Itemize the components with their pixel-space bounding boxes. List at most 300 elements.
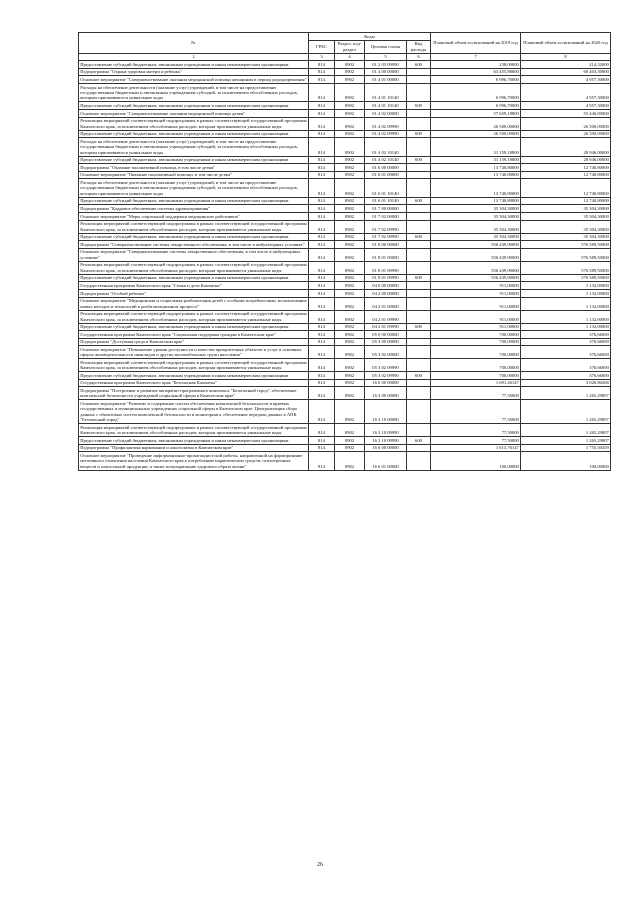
row-section: 0902 bbox=[335, 138, 365, 156]
row-article: 01 4 02 10140 bbox=[365, 138, 407, 156]
row-volume-2019: 700,00000 bbox=[431, 372, 521, 380]
table-row bbox=[79, 241, 611, 249]
row-expense-type bbox=[407, 289, 431, 297]
row-grbs: 814 bbox=[309, 274, 335, 282]
row-article: 16 3 10 09990 bbox=[365, 424, 407, 437]
row-name: Предоставление субсидий бюджетным, автономным учреждениям и иным некоммерческим организациям bbox=[79, 61, 309, 69]
header-grbs: ГРБС bbox=[309, 40, 335, 53]
row-volume-2019: 700,00000 bbox=[431, 346, 521, 359]
row-section: 0902 bbox=[335, 197, 365, 205]
row-article: 16 6 01 00000 bbox=[365, 452, 407, 470]
row-volume-2019: 238,00000 bbox=[431, 61, 521, 69]
table-row bbox=[79, 102, 611, 110]
row-name: Реализация мероприятий соответствующей подпрограммы в рамках соответствующей государственной программы Камчатского края, за исключением обособленных расходов, которым присваиваются уникальные коды bbox=[80, 118, 307, 129]
row-grbs: 814 bbox=[309, 102, 335, 110]
table-row bbox=[79, 156, 611, 164]
row-name: Реализация мероприятий соответствующей подпрограммы в рамках соответствующей государственной программы Камчатского края, за исключением обособленных расходов, которым присваиваются уникальные коды bbox=[80, 311, 307, 322]
row-article: 04 2 01 09990 bbox=[365, 310, 407, 323]
row-volume-2020: 576 589,50000 bbox=[521, 248, 611, 261]
row-volume-2019: 35 304,30000 bbox=[431, 212, 521, 220]
header-article: Целевая статья bbox=[365, 40, 407, 53]
row-section: 0902 bbox=[335, 346, 365, 359]
row-volume-2019: 6 996,70000 bbox=[431, 83, 521, 101]
row-expense-type: 600 bbox=[407, 437, 431, 445]
row-name: Основное мероприятие "Развитие и содержание систем обеспечения комплексной безопасности в краевых государственных и муниципальных учреждениях социальной сферы в Камчатском крае. Централизация сбора данных с объектовых систем комплексной безопасности и мониторинга, обеспечение передачи данных в АПК "Безопасный город" bbox=[79, 400, 309, 424]
budget-table bbox=[78, 32, 611, 471]
row-name: Расходы на обеспечение деятельности (оказание услуг) учреждений, в том числе на предоставление государственным бюджетным и автономным учреждениям субсидий, за исключением обособленных расходов, которым присваиваются уникальные коды bbox=[79, 83, 309, 101]
row-section: 0902 bbox=[335, 359, 365, 372]
table-row bbox=[79, 197, 611, 205]
row-expense-type bbox=[407, 400, 431, 424]
row-name: Подпрограмма "Доступная среда в Камчатском крае" bbox=[79, 338, 309, 346]
row-section: 0902 bbox=[335, 68, 365, 76]
row-expense-type bbox=[407, 379, 431, 387]
row-volume-2020: 35 304,30000 bbox=[521, 233, 611, 241]
table-row bbox=[79, 179, 611, 197]
row-section: 0902 bbox=[335, 444, 365, 452]
row-name: Предоставление субсидий бюджетным, автономным учреждениям и иным некоммерческим организациям bbox=[79, 323, 309, 331]
row-volume-2019: 35 304,30000 bbox=[431, 220, 521, 233]
row-article: 01 8 00 00000 bbox=[365, 241, 407, 249]
row-grbs: 814 bbox=[309, 241, 335, 249]
table-row bbox=[79, 117, 611, 130]
row-article: 01 6 01 00000 bbox=[365, 171, 407, 179]
row-name: Основное мероприятие "Совершенствование оказания медицинской помощи детям" bbox=[79, 109, 309, 117]
row-grbs: 814 bbox=[309, 289, 335, 297]
row-volume-2020: 26 500,00000 bbox=[521, 130, 611, 138]
row-volume-2019: 13 740,80000 bbox=[431, 197, 521, 205]
row-section: 0902 bbox=[335, 76, 365, 84]
row-grbs: 814 bbox=[309, 424, 335, 437]
row-volume-2019: 63 455,88600 bbox=[431, 68, 521, 76]
row-expense-type bbox=[407, 387, 431, 400]
table-body bbox=[79, 61, 611, 471]
row-section: 0902 bbox=[335, 437, 365, 445]
row-grbs: 814 bbox=[309, 220, 335, 233]
row-volume-2020: 576 589,50000 bbox=[521, 261, 611, 274]
row-article: 01 4 01 10140 bbox=[365, 83, 407, 101]
row-article: 16 3 10 00000 bbox=[365, 400, 407, 424]
row-expense-type bbox=[407, 171, 431, 179]
row-volume-2019: 556 439,90000 bbox=[431, 261, 521, 274]
row-name: Основное мероприятие "Меры социальной поддержки медицинских работников" bbox=[79, 212, 309, 220]
row-expense-type bbox=[407, 68, 431, 76]
row-expense-type bbox=[407, 241, 431, 249]
table-row bbox=[79, 444, 611, 452]
row-section: 0902 bbox=[335, 164, 365, 172]
row-name: Основное мероприятие "Проведение информационно-пропагандистской работы, направленной на формирование негативного отношения населения Камчатского края к потреблению наркотических средств, психотропных веществ и алкогольной продукции, а также популяризацию здорового образа жизни" bbox=[79, 452, 309, 470]
row-name: Подпрограмма "Совершенствование системы лекарственного обеспечения, в том числе в амбулаторных условиях" bbox=[79, 241, 309, 249]
row-grbs: 814 bbox=[309, 310, 335, 323]
row-grbs: 814 bbox=[309, 212, 335, 220]
table-row bbox=[79, 138, 611, 156]
header-volume-2019: Плановый объем ассигнований на 2019 год bbox=[431, 33, 521, 54]
row-grbs: 814 bbox=[309, 331, 335, 339]
row-grbs: 814 bbox=[309, 138, 335, 156]
table-row bbox=[79, 171, 611, 179]
row-grbs: 814 bbox=[309, 109, 335, 117]
header-volume-2020: Плановый объем ассигнований на 2020 год bbox=[521, 33, 611, 54]
row-volume-2020: 1 265,29807 bbox=[521, 387, 611, 400]
table-row bbox=[79, 297, 611, 310]
row-name: Основное мероприятие "Оказание паллиативной помощи, в том числе детям" bbox=[79, 171, 309, 179]
header-section: Раздел, под-раздел bbox=[335, 40, 365, 53]
row-article: 04 2 01 00000 bbox=[365, 297, 407, 310]
row-section: 0902 bbox=[335, 212, 365, 220]
row-name: Подпрограмма "Охрана здоровья матери и ребенка" bbox=[79, 68, 309, 76]
row-article: 04 0 00 00000 bbox=[365, 282, 407, 290]
row-name: Основное мероприятие "Совершенствование системы лекарственного обеспечения, в том числе в амбулаторных условиях" bbox=[79, 248, 309, 261]
row-name: Предоставление субсидий бюджетным, автономным учреждениям и иным некоммерческим организациям bbox=[79, 233, 309, 241]
row-grbs: 814 bbox=[309, 68, 335, 76]
row-volume-2019: 911,00000 bbox=[431, 282, 521, 290]
row-article: 05 3 02 09990 bbox=[365, 359, 407, 372]
row-volume-2019: 1 691,26147 bbox=[431, 379, 521, 387]
row-volume-2020: 100,00000 bbox=[521, 452, 611, 470]
row-volume-2019: 13 740,80000 bbox=[431, 164, 521, 172]
row-article: 04 2 01 09990 bbox=[365, 323, 407, 331]
table-row bbox=[79, 205, 611, 213]
row-section: 0902 bbox=[335, 171, 365, 179]
budget-table-sheet bbox=[78, 32, 610, 471]
row-volume-2019: 13 740,80000 bbox=[431, 171, 521, 179]
row-grbs: 814 bbox=[309, 346, 335, 359]
row-volume-2020: 35 304,30000 bbox=[521, 212, 611, 220]
row-name: Расходы на обеспечение деятельности (оказание услуг) учреждений, в том числе на предоставление государственным бюджетным и автономным учреждениям субсидий, за исключением обособленных расходов, которым присваиваются уникальные коды bbox=[79, 179, 309, 197]
row-volume-2020: 28 946,00000 bbox=[521, 156, 611, 164]
row-volume-2020: 12 740,80000 bbox=[521, 179, 611, 197]
row-grbs: 814 bbox=[309, 282, 335, 290]
row-name: Предоставление субсидий бюджетным, автономным учреждениям и иным некоммерческим организациям bbox=[79, 274, 309, 282]
row-volume-2020: 60 403,30000 bbox=[521, 68, 611, 76]
row-volume-2019: 556 439,90000 bbox=[431, 248, 521, 261]
row-expense-type: 600 bbox=[407, 156, 431, 164]
row-name: Основное мероприятие "Повышение уровня доступности и качества приоритетных объектов и услуг в основных сферах жизнедеятельности инвалидов и других маломобильных групп населения" bbox=[79, 346, 309, 359]
row-expense-type: 600 bbox=[407, 372, 431, 380]
colnum: 5 bbox=[365, 53, 407, 61]
table-row bbox=[79, 338, 611, 346]
row-volume-2019: 700,00000 bbox=[431, 338, 521, 346]
table-row bbox=[79, 164, 611, 172]
row-expense-type bbox=[407, 205, 431, 213]
row-expense-type bbox=[407, 76, 431, 84]
row-section: 0902 bbox=[335, 274, 365, 282]
row-article: 05 0 00 00000 bbox=[365, 331, 407, 339]
colnum: 2 bbox=[79, 53, 309, 61]
row-article: 05 3 00 00000 bbox=[365, 338, 407, 346]
colnum: 6 bbox=[407, 53, 431, 61]
row-volume-2020: 376,66000 bbox=[521, 346, 611, 359]
row-volume-2020: 12 740,80000 bbox=[521, 164, 611, 172]
row-expense-type bbox=[407, 212, 431, 220]
row-volume-2020: 1 132,00000 bbox=[521, 297, 611, 310]
row-name: Реализация мероприятий соответствующей подпрограммы в рамках соответствующей государственной программы Камчатского края, за исключением обособленных расходов, которым присваиваются уникальные коды bbox=[80, 221, 307, 232]
colnum: 4 bbox=[335, 53, 365, 61]
row-volume-2020: 4 957,30000 bbox=[521, 83, 611, 101]
table-row bbox=[79, 346, 611, 359]
row-expense-type: 600 bbox=[407, 102, 431, 110]
row-section: 0902 bbox=[335, 261, 365, 274]
table-row bbox=[79, 274, 611, 282]
row-article: 04 2 00 00000 bbox=[365, 289, 407, 297]
table-row bbox=[79, 400, 611, 424]
table-row bbox=[79, 387, 611, 400]
row-expense-type bbox=[407, 297, 431, 310]
row-grbs: 814 bbox=[309, 338, 335, 346]
row-volume-2019: 31 159,18800 bbox=[431, 138, 521, 156]
row-volume-2020: 35 304,30000 bbox=[521, 205, 611, 213]
row-grbs: 814 bbox=[309, 205, 335, 213]
row-volume-2019: 6 996,70000 bbox=[431, 102, 521, 110]
colnum: 8 bbox=[521, 53, 611, 61]
row-expense-type bbox=[407, 261, 431, 274]
row-volume-2020: 55 446,00000 bbox=[521, 109, 611, 117]
table-row bbox=[79, 379, 611, 387]
row-volume-2019: 77,50000 bbox=[431, 424, 521, 437]
row-volume-2019: 911,00000 bbox=[431, 310, 521, 323]
row-volume-2020: 1 132,00000 bbox=[521, 323, 611, 331]
row-grbs: 814 bbox=[309, 437, 335, 445]
row-volume-2020: 576 589,50000 bbox=[521, 274, 611, 282]
row-expense-type: 600 bbox=[407, 323, 431, 331]
row-article: 01 8 01 09990 bbox=[365, 261, 407, 274]
row-name: Подпрограмма "Кадровое обеспечение системы здравоохранения" bbox=[79, 205, 309, 213]
row-volume-2019: 911,00000 bbox=[431, 289, 521, 297]
table-row bbox=[79, 76, 611, 84]
row-grbs: 814 bbox=[309, 171, 335, 179]
row-expense-type bbox=[407, 164, 431, 172]
row-expense-type bbox=[407, 444, 431, 452]
row-volume-2019: 100,00000 bbox=[431, 452, 521, 470]
row-expense-type: 600 bbox=[407, 197, 431, 205]
row-volume-2019: 57 659,18800 bbox=[431, 109, 521, 117]
row-volume-2019: 77,50000 bbox=[431, 400, 521, 424]
row-name: Предоставление субсидий бюджетным, автономным учреждениям и иным некоммерческим организациям bbox=[79, 130, 309, 138]
row-grbs: 814 bbox=[309, 83, 335, 101]
row-expense-type bbox=[407, 424, 431, 437]
table-row bbox=[79, 310, 611, 323]
row-volume-2019: 77,50000 bbox=[431, 387, 521, 400]
table-row bbox=[79, 323, 611, 331]
row-volume-2020: 1 132,00000 bbox=[521, 282, 611, 290]
row-expense-type bbox=[407, 310, 431, 323]
table-row bbox=[79, 261, 611, 274]
row-article: 16 6 00 00000 bbox=[365, 444, 407, 452]
table-row bbox=[79, 437, 611, 445]
row-section: 0902 bbox=[335, 338, 365, 346]
row-expense-type bbox=[407, 83, 431, 101]
row-volume-2019: 700,00000 bbox=[431, 359, 521, 372]
header-codes: Коды bbox=[309, 33, 431, 41]
row-volume-2019: 35 304,30000 bbox=[431, 233, 521, 241]
row-volume-2020: 214,32000 bbox=[521, 61, 611, 69]
row-grbs: 814 bbox=[309, 130, 335, 138]
row-volume-2019: 6 996,70000 bbox=[431, 76, 521, 84]
row-grbs: 814 bbox=[309, 76, 335, 84]
row-section: 0902 bbox=[335, 61, 365, 69]
row-section: 0902 bbox=[335, 424, 365, 437]
row-name: Предоставление субсидий бюджетным, автономным учреждениям и иным некоммерческим организациям bbox=[79, 372, 309, 380]
table-row bbox=[79, 248, 611, 261]
row-grbs: 814 bbox=[309, 387, 335, 400]
row-volume-2019: 556 439,90000 bbox=[431, 241, 521, 249]
row-article: 01 8 01 00000 bbox=[365, 248, 407, 261]
row-section: 0902 bbox=[335, 130, 365, 138]
row-name: Подпрограмма "Особый ребенок" bbox=[79, 289, 309, 297]
row-grbs: 814 bbox=[309, 444, 335, 452]
row-grbs: 814 bbox=[309, 359, 335, 372]
row-expense-type bbox=[407, 109, 431, 117]
row-article: 01 4 02 09990 bbox=[365, 117, 407, 130]
row-section: 0902 bbox=[335, 156, 365, 164]
row-section: 0902 bbox=[335, 372, 365, 380]
row-name: Подпрограмма "Построение и развитие аппаратно-программного комплекса "Безопасный город", обеспечение комплексной безопасности учреждений социальной сферы в Камчатском крае" bbox=[79, 387, 309, 400]
row-volume-2019: 556 439,90000 bbox=[431, 274, 521, 282]
row-grbs: 814 bbox=[309, 61, 335, 69]
row-volume-2019: 26 500,00000 bbox=[431, 130, 521, 138]
row-volume-2019: 77,50000 bbox=[431, 437, 521, 445]
row-name: Государственная программа Камчатского края "Безопасная Камчатка" bbox=[79, 379, 309, 387]
row-section: 0902 bbox=[335, 83, 365, 101]
row-section: 0902 bbox=[335, 323, 365, 331]
row-expense-type bbox=[407, 117, 431, 130]
row-section: 0902 bbox=[335, 241, 365, 249]
row-volume-2020: 576 589,50000 bbox=[521, 241, 611, 249]
row-section: 0902 bbox=[335, 117, 365, 130]
row-name: Реализация мероприятий соответствующей подпрограммы в рамках соответствующей государственной программы Камчатского края, за исключением обособленных расходов, которым присваиваются уникальные коды bbox=[80, 262, 307, 273]
row-volume-2019: 26 500,00000 bbox=[431, 117, 521, 130]
row-volume-2019: 31 159,18800 bbox=[431, 156, 521, 164]
row-volume-2020: 376,66000 bbox=[521, 338, 611, 346]
row-name: Государственная программа Камчатского края "Социальная поддержка граждан в Камчатском крае" bbox=[79, 331, 309, 339]
row-volume-2020: 376,66000 bbox=[521, 359, 611, 372]
row-name: Реализация мероприятий соответствующей подпрограммы в рамках соответствующей государственной программы Камчатского края, за исключением обособленных расходов, которым присваиваются уникальные коды bbox=[80, 359, 307, 371]
row-volume-2020: 12 740,80000 bbox=[521, 171, 611, 179]
table-row bbox=[79, 424, 611, 437]
row-article: 01 4 01 10140 bbox=[365, 102, 407, 110]
row-volume-2020: 1 755,50459 bbox=[521, 444, 611, 452]
page-number: 26 bbox=[317, 862, 323, 868]
row-volume-2019: 911,00000 bbox=[431, 297, 521, 310]
table-row bbox=[79, 282, 611, 290]
row-volume-2020: 376,66000 bbox=[521, 372, 611, 380]
row-volume-2020: 3 020,80266 bbox=[521, 379, 611, 387]
row-volume-2020: 1 265,29807 bbox=[521, 437, 611, 445]
row-volume-2020: 26 500,00000 bbox=[521, 117, 611, 130]
colnum: 7 bbox=[431, 53, 521, 61]
row-expense-type bbox=[407, 248, 431, 261]
row-name: Основное мероприятие "Совершенствование оказания медицинской помощи женщинам в период родоразрешения" bbox=[79, 76, 309, 84]
table-row bbox=[79, 233, 611, 241]
row-name: Подпрограмма "Оказание паллиативной помощи, в том числе детям" bbox=[79, 164, 309, 172]
row-name: Предоставление субсидий бюджетным, автономным учреждениям и иным некоммерческим организациям bbox=[79, 102, 309, 110]
row-volume-2020: 1 265,29807 bbox=[521, 424, 611, 437]
table-row bbox=[79, 331, 611, 339]
row-article: 01 6 00 00000 bbox=[365, 164, 407, 172]
row-article: 05 3 02 09990 bbox=[365, 372, 407, 380]
header-num: № bbox=[79, 33, 309, 54]
row-article: 01 4 00 00000 bbox=[365, 68, 407, 76]
row-volume-2020: 28 946,00000 bbox=[521, 138, 611, 156]
row-article: 01 4 01 00000 bbox=[365, 76, 407, 84]
row-grbs: 814 bbox=[309, 372, 335, 380]
row-section: 0902 bbox=[335, 220, 365, 233]
row-name: Государственная программа Камчатского края "Семья и дети Камчатки" bbox=[79, 282, 309, 290]
row-section: 0902 bbox=[335, 248, 365, 261]
row-volume-2019: 13 740,80000 bbox=[431, 179, 521, 197]
row-article: 01 4 02 00000 bbox=[365, 109, 407, 117]
table-row bbox=[79, 130, 611, 138]
row-name: Предоставление субсидий бюджетным, автономным учреждениям и иным некоммерческим организациям bbox=[79, 197, 309, 205]
row-article: 01 4 02 10140 bbox=[365, 156, 407, 164]
row-name: Основное мероприятие "Медицинская и социальная реабилитация детей с особыми потребностями, использование новых методов и технологий в реабилитационном процессе" bbox=[80, 298, 307, 309]
row-grbs: 814 bbox=[309, 452, 335, 470]
row-volume-2019: 35 304,30000 bbox=[431, 205, 521, 213]
row-name: Реализация мероприятий соответствующей подпрограммы в рамках соответствующей государственной программы Камчатского края, за исключением обособленных расходов, которым присваиваются уникальные коды bbox=[80, 424, 307, 436]
row-grbs: 814 bbox=[309, 164, 335, 172]
row-section: 0902 bbox=[335, 452, 365, 470]
table-row bbox=[79, 109, 611, 117]
row-expense-type bbox=[407, 452, 431, 470]
row-grbs: 814 bbox=[309, 233, 335, 241]
row-article: 01 2 03 09990 bbox=[365, 61, 407, 69]
row-expense-type bbox=[407, 282, 431, 290]
row-expense-type: 600 bbox=[407, 274, 431, 282]
table-row bbox=[79, 220, 611, 233]
row-section: 0902 bbox=[335, 331, 365, 339]
colnum: 3 bbox=[309, 53, 335, 61]
row-grbs: 814 bbox=[309, 261, 335, 274]
row-volume-2020: 12 740,80000 bbox=[521, 197, 611, 205]
row-grbs: 814 bbox=[309, 197, 335, 205]
row-volume-2019: 911,00000 bbox=[431, 323, 521, 331]
table-row bbox=[79, 452, 611, 470]
row-section: 0902 bbox=[335, 102, 365, 110]
row-section: 0902 bbox=[335, 282, 365, 290]
row-article: 01 7 02 09990 bbox=[365, 220, 407, 233]
row-section: 0902 bbox=[335, 205, 365, 213]
row-grbs: 814 bbox=[309, 400, 335, 424]
row-section: 0902 bbox=[335, 179, 365, 197]
table-row bbox=[79, 289, 611, 297]
row-article: 16 0 00 00000 bbox=[365, 379, 407, 387]
row-expense-type bbox=[407, 138, 431, 156]
row-name: Предоставление субсидий бюджетным, автономным учреждениям и иным некоммерческим организациям bbox=[79, 437, 309, 445]
table-row bbox=[79, 212, 611, 220]
row-expense-type bbox=[407, 179, 431, 197]
row-expense-type bbox=[407, 220, 431, 233]
row-volume-2020: 1 265,29807 bbox=[521, 400, 611, 424]
row-article: 05 3 02 00000 bbox=[365, 346, 407, 359]
row-section: 0902 bbox=[335, 289, 365, 297]
row-grbs: 814 bbox=[309, 297, 335, 310]
row-name: Расходы на обеспечение деятельности (оказание услуг) учреждений, в том числе на предоставление государственным бюджетным и автономным учреждениям субсидий, за исключением обособленных расходов, которым присваиваются уникальные коды bbox=[79, 138, 309, 156]
row-article: 01 4 02 09990 bbox=[365, 130, 407, 138]
table-header bbox=[79, 33, 611, 61]
row-volume-2020: 1 132,00000 bbox=[521, 289, 611, 297]
row-grbs: 814 bbox=[309, 323, 335, 331]
row-grbs: 814 bbox=[309, 179, 335, 197]
row-section: 0902 bbox=[335, 400, 365, 424]
row-expense-type bbox=[407, 331, 431, 339]
row-volume-2020: 376,66000 bbox=[521, 331, 611, 339]
row-section: 0902 bbox=[335, 233, 365, 241]
row-section: 0902 bbox=[335, 310, 365, 323]
row-article: 01 7 00 00000 bbox=[365, 205, 407, 213]
row-article: 01 6 01 10140 bbox=[365, 197, 407, 205]
row-section: 0902 bbox=[335, 379, 365, 387]
row-expense-type: 600 bbox=[407, 130, 431, 138]
